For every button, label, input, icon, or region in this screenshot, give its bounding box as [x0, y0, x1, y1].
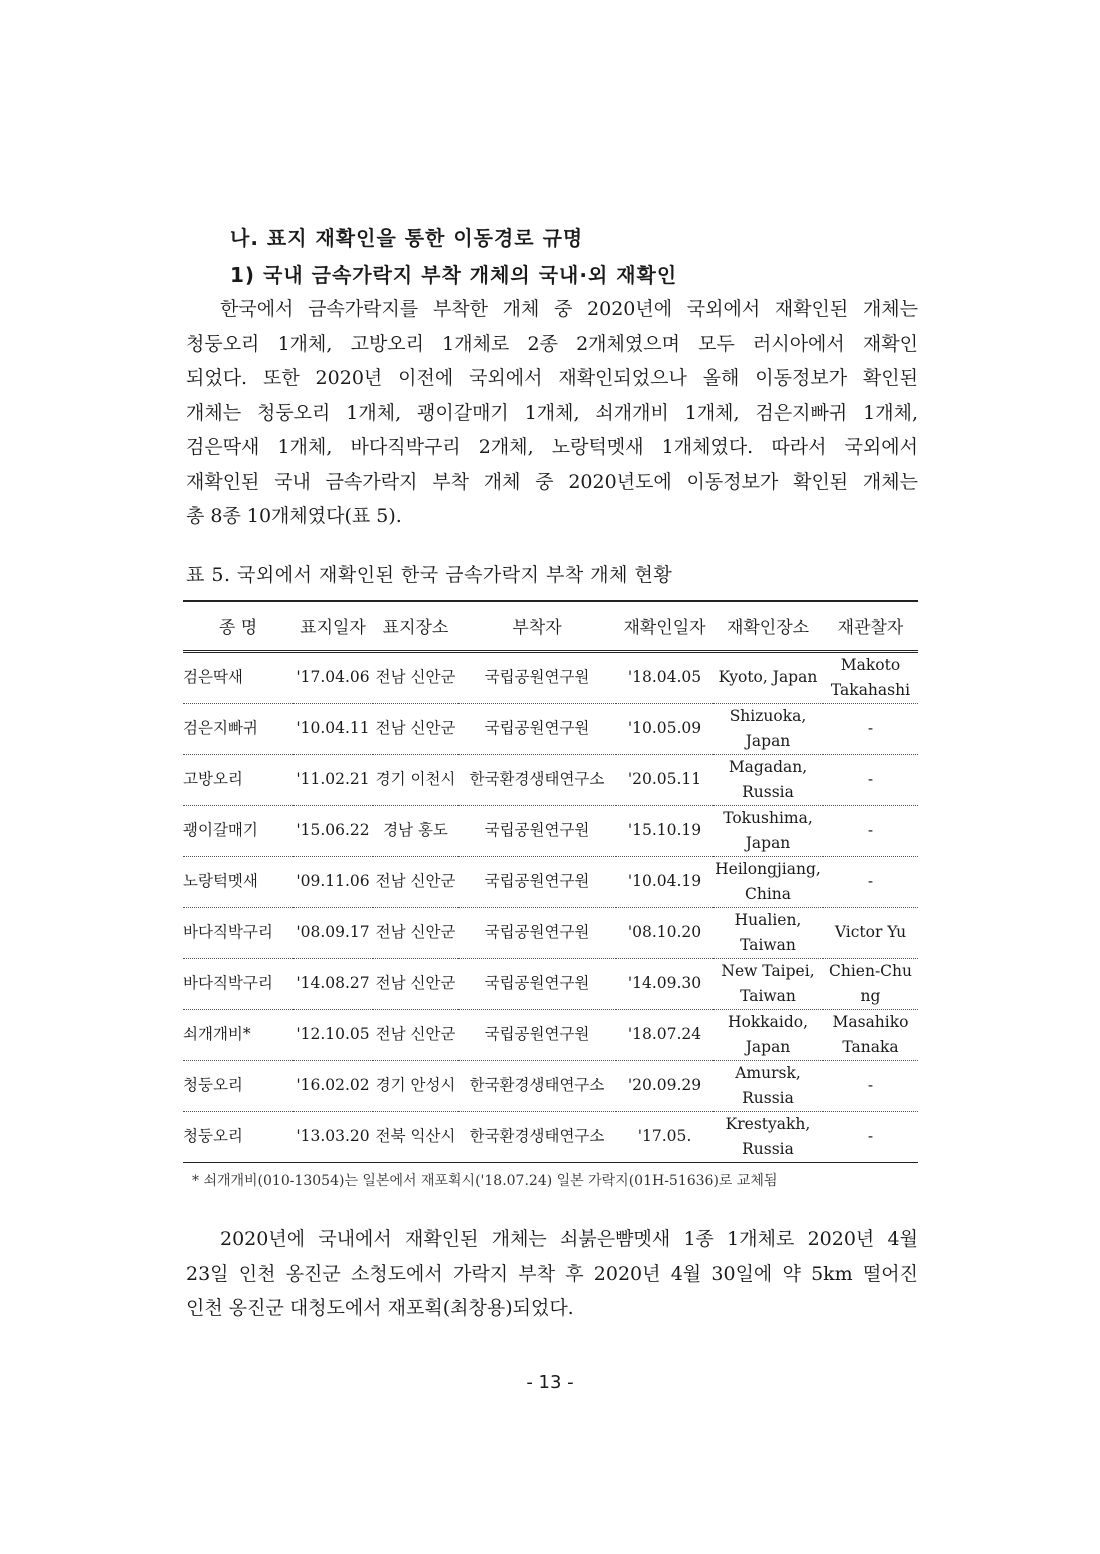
table-row [183, 1060, 918, 1111]
cell-recap-date: '18.04.05 [616, 651, 713, 703]
cell-line: Hokkaido, [727, 1012, 808, 1031]
cell-line: China [744, 884, 792, 903]
cell-line: Kyoto, Japan [718, 668, 818, 686]
header-species: 종 명 [183, 601, 293, 651]
cell-line: ng [860, 986, 881, 1005]
paragraph-line: 2020년에 국내에서 재확인된 개체는 쇠붉은뺨멧새 1종 1개체로 2020년 4월 [220, 1228, 918, 1250]
table-row [183, 958, 918, 1009]
table-row [183, 1111, 918, 1162]
table-row [183, 651, 918, 703]
cell-species: 검은지빠귀 [183, 703, 293, 754]
cell-observer [823, 958, 918, 1009]
cell-line: Tokushima, [723, 808, 813, 827]
cell-recap-date: '14.09.30 [616, 958, 713, 1009]
paragraph-line: 한국에서 금속가락지를 부착한 개체 중 2020년에 국외에서 재확인된 개체는 [220, 298, 918, 320]
cell-line: Tanaka [842, 1037, 899, 1056]
cell-band-date: '12.10.05 [293, 1009, 373, 1060]
cell-line: Russia [742, 1139, 794, 1158]
cell-band-place: 전북 익산시 [373, 1111, 458, 1162]
cell-band-date: '15.06.22 [293, 805, 373, 856]
cell-line: Russia [742, 782, 794, 801]
subsection-heading: 1) 국내 금속가락지 부착 개체의 국내·외 재확인 [230, 263, 678, 287]
cell-bander: 국립공원연구원 [458, 1009, 616, 1060]
cell-species: 노랑턱멧새 [183, 856, 293, 907]
cell-observer [823, 1111, 918, 1162]
cell-band-date: '08.09.17 [293, 907, 373, 958]
cell-recap-date: '08.10.20 [616, 907, 713, 958]
cell-bander: 국립공원연구원 [458, 856, 616, 907]
cell-bander: 국립공원연구원 [458, 805, 616, 856]
cell-line: Makoto [840, 655, 901, 674]
cell-line: Japan [745, 731, 791, 750]
cell-species: 쇠개개비* [183, 1009, 293, 1060]
table-row [183, 703, 918, 754]
paragraph-line: 재확인된 국내 금속가락지 부착 개체 중 2020년도에 이동정보가 확인된 개체는 [186, 470, 918, 493]
table-header-row [183, 601, 918, 651]
cell-band-place: 전남 신안군 [373, 856, 458, 907]
cell-band-place: 경기 안성시 [373, 1060, 458, 1111]
table-caption: 표 5. 국외에서 재확인된 한국 금속가락지 부착 개체 현황 [186, 564, 673, 586]
cell-recap-place [713, 703, 823, 754]
cell-recap-place [713, 1060, 823, 1111]
table-row [183, 805, 918, 856]
cell-line: Russia [742, 1088, 794, 1107]
cell-species: 청둥오리 [183, 1111, 293, 1162]
cell-observer [823, 856, 918, 907]
cell-recap-place [713, 907, 823, 958]
cell-recap-date: '15.10.19 [616, 805, 713, 856]
header-band-date: 표지일자 [293, 601, 373, 651]
cell-line: - [867, 719, 874, 737]
cell-line: - [867, 821, 874, 839]
cell-line: Chien-Chu [828, 961, 913, 980]
header-observer: 재관찰자 [823, 601, 918, 651]
table-row [183, 1009, 918, 1060]
body-paragraph-1 [186, 292, 918, 534]
cell-line: Hualien, [734, 910, 802, 929]
cell-line: Shizuoka, [729, 706, 807, 725]
cell-line: Japan [745, 1037, 791, 1056]
cell-line: Heilongjiang, [715, 859, 821, 878]
cell-recap-date: '17.05. [616, 1111, 713, 1162]
cell-band-place: 전남 신안군 [373, 907, 458, 958]
cell-recap-date: '20.09.29 [616, 1060, 713, 1111]
cell-band-place: 전남 신안군 [373, 651, 458, 703]
cell-bander: 한국환경생태연구소 [458, 754, 616, 805]
table-body [183, 651, 918, 1162]
cell-line: - [867, 872, 874, 890]
cell-line: Krestyakh, [725, 1114, 811, 1133]
cell-band-date: '17.04.06 [293, 651, 373, 703]
cell-band-place: 전남 신안군 [373, 1009, 458, 1060]
table-row [183, 856, 918, 907]
header-band-place: 표지장소 [373, 601, 458, 651]
cell-line: Magadan, [728, 757, 808, 776]
paragraph-line: 23일 인천 옹진군 소청도에서 가락지 부착 후 2020년 4월 30일에 약 5km 떨어진 [186, 1262, 918, 1285]
cell-line: - [867, 1127, 874, 1145]
cell-species: 고방오리 [183, 754, 293, 805]
cell-recap-place [713, 1111, 823, 1162]
header-recap-date: 재확인일자 [616, 601, 713, 651]
paragraph-line: 인천 옹진군 대청도에서 재포획(최창용)되었다. [186, 1297, 574, 1319]
cell-band-date: '13.03.20 [293, 1111, 373, 1162]
cell-band-date: '09.11.06 [293, 856, 373, 907]
cell-recap-place [713, 958, 823, 1009]
cell-recap-place [713, 754, 823, 805]
cell-band-date: '16.02.02 [293, 1060, 373, 1111]
body-paragraph-2 [186, 1222, 918, 1326]
cell-bander: 국립공원연구원 [458, 907, 616, 958]
cell-line: Taiwan [740, 935, 796, 954]
table-row [183, 754, 918, 805]
cell-recap-place [713, 1009, 823, 1060]
cell-species: 괭이갈매기 [183, 805, 293, 856]
cell-observer [823, 703, 918, 754]
page-number: - 13 - [526, 1372, 574, 1393]
cell-band-place: 전남 신안군 [373, 703, 458, 754]
cell-species: 청둥오리 [183, 1060, 293, 1111]
cell-line: New Taipei, [721, 961, 815, 980]
cell-bander: 한국환경생태연구소 [458, 1060, 616, 1111]
cell-recap-date: '20.05.11 [616, 754, 713, 805]
cell-line: - [867, 1076, 874, 1094]
paragraph-line: 되었다. 또한 2020년 이전에 국외에서 재확인되었으나 올해 이동정보가 확인된 [186, 367, 918, 389]
cell-observer [823, 651, 918, 703]
header-bander: 부착자 [458, 601, 616, 651]
cell-observer [823, 1009, 918, 1060]
recapture-table [183, 600, 918, 1163]
cell-species: 바다직박구리 [183, 958, 293, 1009]
cell-band-place: 경남 홍도 [373, 805, 458, 856]
table-row [183, 907, 918, 958]
cell-observer [823, 754, 918, 805]
cell-recap-date: '10.05.09 [616, 703, 713, 754]
cell-observer [823, 805, 918, 856]
paragraph-line: 청둥오리 1개체, 고방오리 1개체로 2종 2개체였으며 모두 러시아에서 재확인 [186, 332, 918, 355]
cell-band-date: '14.08.27 [293, 958, 373, 1009]
header-recap-place: 재확인장소 [713, 601, 823, 651]
cell-band-place: 전남 신안군 [373, 958, 458, 1009]
cell-bander: 국립공원연구원 [458, 703, 616, 754]
cell-species: 바다직박구리 [183, 907, 293, 958]
cell-line: Masahiko [832, 1012, 909, 1031]
table-footnote: * 쇠개개비(010-13054)는 일본에서 재포획시('18.07.24) 일본 가락지(01H-51636)로 교체됨 [192, 1173, 778, 1189]
cell-band-place: 경기 이천시 [373, 754, 458, 805]
cell-line: Japan [745, 833, 791, 852]
cell-observer [823, 907, 918, 958]
cell-recap-date: '10.04.19 [616, 856, 713, 907]
cell-bander: 국립공원연구원 [458, 958, 616, 1009]
cell-line: Victor Yu [834, 923, 907, 941]
cell-line: Takahashi [830, 680, 911, 699]
paragraph-line: 총 8종 10개체였다(표 5). [186, 505, 402, 527]
cell-recap-place [713, 856, 823, 907]
paragraph-line: 개체는 청둥오리 1개체, 괭이갈매기 1개체, 쇠개개비 1개체, 검은지빠귀 1개체, [186, 401, 918, 424]
cell-observer [823, 1060, 918, 1111]
cell-recap-place [713, 651, 823, 703]
cell-species: 검은딱새 [183, 651, 293, 703]
cell-bander: 한국환경생태연구소 [458, 1111, 616, 1162]
paragraph-line: 검은딱새 1개체, 바다직박구리 2개체, 노랑턱멧새 1개체였다. 따라서 국외에서 [186, 436, 918, 458]
cell-band-date: '10.04.11 [293, 703, 373, 754]
cell-band-date: '11.02.21 [293, 754, 373, 805]
section-heading: 나. 표지 재확인을 통한 이동경로 규명 [230, 226, 584, 250]
cell-line: Amursk, [735, 1063, 801, 1082]
cell-recap-date: '18.07.24 [616, 1009, 713, 1060]
cell-line: - [867, 770, 874, 788]
cell-bander: 국립공원연구원 [458, 651, 616, 703]
cell-recap-place [713, 805, 823, 856]
cell-line: Taiwan [740, 986, 796, 1005]
